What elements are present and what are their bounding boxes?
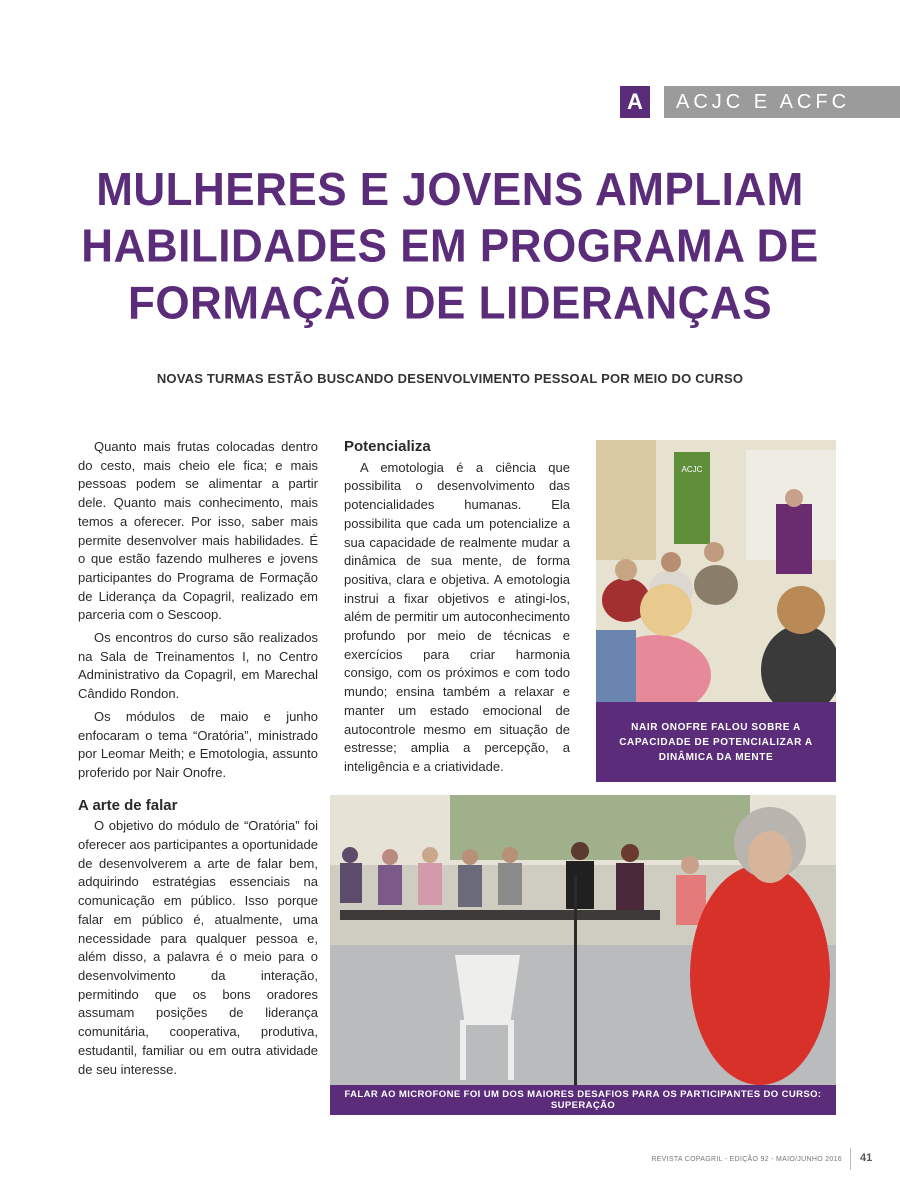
column-left [78,438,318,1083]
section-heading-arte-de-falar: A arte de falar [78,796,178,814]
section-tag [620,86,900,118]
paragraph: O objetivo do módulo de “Oratória” foi oferecer aos participantes a oportunidade de desenvolverem a arte de falar bem, adquirindo estratégias essenciais na comunicação em público. Isso porque falar em público é, atualmente, uma necessidade para qualquer pessoa e, além disso, a palavra é o meio para o desenvolvimento da interação, permitindo que os bons oradores assumam posições de liderança comunitária, cooperativa, produtiva, estudantil, familiar ou em outra atividade de seu interesse. [78,818,318,1077]
article-title: MULHERES E JOVENS AMPLIAM HABILIDADES EM PROGRAMA DE FORMAÇÃO DE LIDERANÇAS [81,164,819,329]
section-letter: A [620,86,650,118]
paragraph: A emotologia é a ciência que possibilita o desenvolvimento das potencialidades humanas. Ela possibilita que cada um potencialize a sua capacidade de realmente mudar a dinâmica de sua mente, de forma positiva, clara e objetiva. A emotologia instrui a fixar objetivos e atingi-los, além de permitir um autoconhecimento profundo por meio de técnicas e exercícios para criar harmonia consigo, com os próximos e com todo mundo; ensina também a relaxar e manter um estado emocional de autocontrole mesmo em situação de estresse; amplia a percepção, a inteligência e a criatividade. [344,459,570,774]
column-middle [344,438,570,781]
paragraph: Os módulos de maio e junho enfocaram o tema “Oratória”, ministrado por Leomar Meith; e Emotologia, assunto proferido por Nair Onofre. [78,708,318,780]
photo-caption-1: NAIR ONOFRE FALOU SOBRE A CAPACIDADE DE POTENCIALIZAR A DINÂMICA DA MENTE [596,702,836,782]
section-heading-potencializa: Potencializa [344,438,431,455]
footer-divider [850,1148,851,1170]
article-subtitle: NOVAS TURMAS ESTÃO BUSCANDO DESENVOLVIMENTO PESSOAL POR MEIO DO CURSO [156,371,744,386]
photo-group-illustration [330,795,836,1085]
footer-publication: REVISTA COPAGRIL - EDIÇÃO 92 - MAIO/JUNHO 2016 [651,1156,842,1163]
banner-text: ACJC [681,465,703,474]
section-name: ACJC E ACFC [664,86,900,118]
photo-speaker-illustration [596,440,836,702]
photo-caption-2: FALAR AO MICROFONE FOI UM DOS MAIORES DESAFIOS PARA OS PARTICIPANTES DO CURSO: SUPERAÇÃO [330,1085,836,1115]
paragraph: Quanto mais frutas colocadas dentro do cesto, mais cheio ele fica; e mais pessoas podem se alimentar a partir dele. Quanto mais conhecimento, mais temos a oferecer. Por isso, saber mais permite desenvolver mais habilidades. É o que estão fazendo mulheres e jovens participantes do Programa de Formação de Liderança da Copagril, realizado em parceria com o Sescoop. [78,439,318,623]
paragraph: Os encontros do curso são realizados na Sala de Treinamentos I, no Centro Administrativo da Copagril, em Marechal Cândido Rondon. [78,630,318,702]
photo-speaker-classroom [596,440,836,702]
photo-group-microphone [330,795,836,1085]
page-number: 41 [860,1152,873,1164]
